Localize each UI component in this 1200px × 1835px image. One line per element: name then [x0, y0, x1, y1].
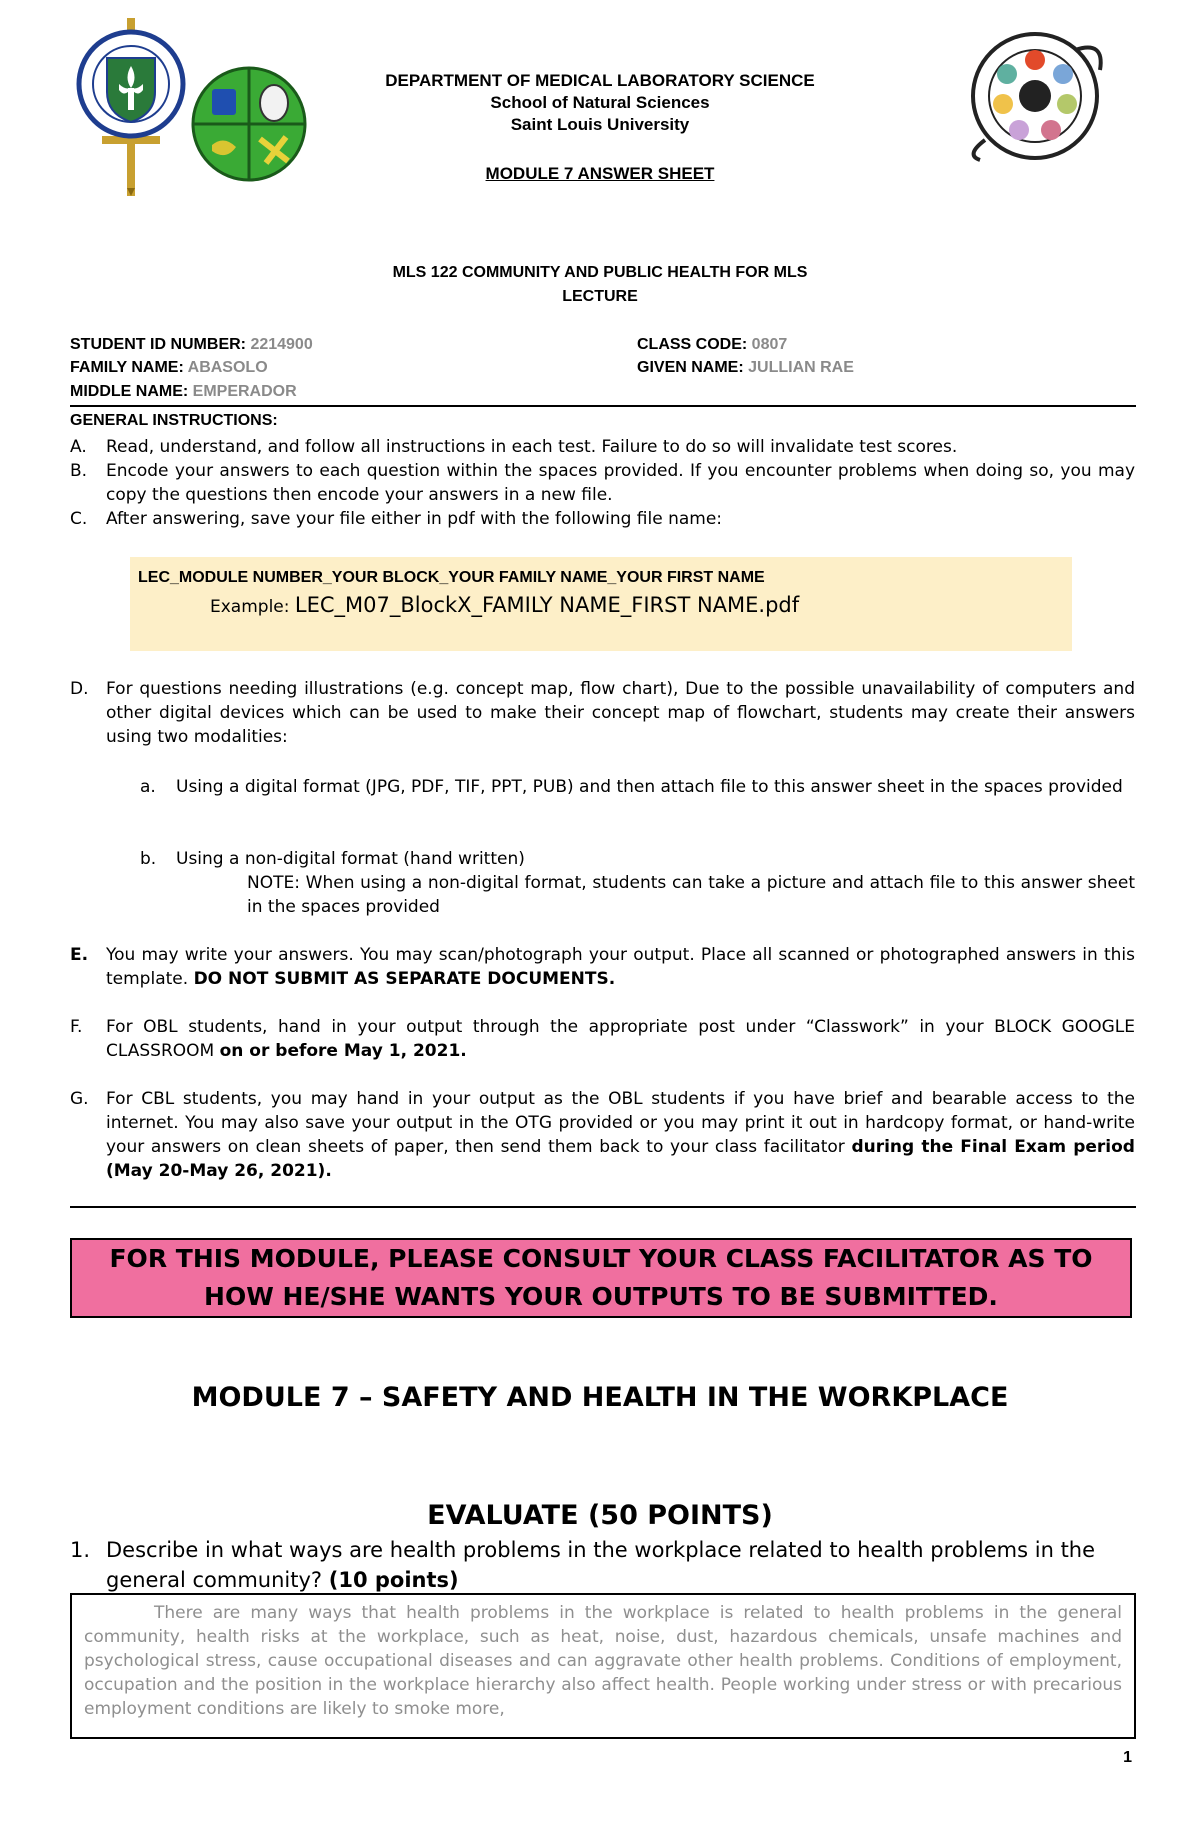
divider-bottom [70, 1206, 1136, 1208]
notice-line-2: HOW HE/SHE WANTS YOUR OUTPUTS TO BE SUBMITTED. [204, 1282, 998, 1311]
evaluate-title: EVALUATE (50 POINTS) [427, 1500, 773, 1531]
given-name-value: JULLIAN RAE [748, 359, 854, 376]
filename-example-value: LEC_M07_BlockX_FAMILY NAME_FIRST NAME.pdf [294, 593, 800, 617]
divider-top [70, 405, 1136, 407]
university-name: Saint Louis University [510, 115, 690, 134]
notice-line-1: FOR THIS MODULE, PLEASE CONSULT YOUR CLASS FACILITATOR AS TO [109, 1244, 1093, 1273]
submission-notice [70, 1238, 1132, 1318]
class-code-field [637, 333, 787, 357]
course-line-2: LECTURE [562, 288, 638, 305]
instruction-d-b: b. Using a non-digital format (hand written) [140, 849, 525, 869]
filename-example-label: Example: [210, 597, 295, 617]
answer-sheet-title: MODULE 7 ANSWER SHEET [485, 164, 715, 183]
middle-name-field [70, 380, 297, 404]
instructions-heading: GENERAL INSTRUCTIONS: [70, 412, 278, 429]
mls-society-logo [955, 30, 1115, 165]
page-number: 1 [1123, 1749, 1132, 1766]
family-name-value: ABASOLO [187, 359, 268, 376]
given-name-field [637, 356, 854, 380]
question-1-points: (10 points) [328, 1568, 459, 1592]
instruction-f: F. For OBL students, hand in your output through the appropriate post under “Classwork” in your BLOCK GOOGLE CLASSROOM on or before May 1, 2021. [70, 1017, 1135, 1061]
instruction-a: A. Read, understand, and follow all instructions in each test. Failure to do so will invalidate test scores. [70, 437, 958, 457]
instruction-e: E. You may write your answers. You may scan/photograph your output. Place all scanned or photographed answers in this template. DO NOT SUBMIT AS SEPARATE DOCUMENTS. [70, 945, 1135, 989]
course-title [200, 261, 1000, 309]
question-1-number: 1. [70, 1538, 91, 1562]
question-1 [70, 1535, 1130, 1595]
course-line-1: MLS 122 COMMUNITY AND PUBLIC HEALTH FOR MLS [392, 264, 808, 281]
question-1-text: Describe in what ways are health problems in the workplace related to health problems in the general community? [106, 1538, 1096, 1592]
student-id-field [70, 333, 313, 357]
department-name: DEPARTMENT OF MEDICAL LABORATORY SCIENCE [385, 71, 815, 90]
class-code-label: CLASS CODE: [637, 336, 752, 353]
instructions-list-abc [70, 435, 1135, 531]
family-name-label: FAMILY NAME: [70, 359, 188, 376]
instruction-c: C. After answering, save your file either in pdf with the following file name: [70, 509, 723, 529]
mls-department-logo [190, 65, 308, 183]
instruction-b: B. Encode your answers to each question within the spaces provided. If you encounter problems when doing so, you may copy the questions then encode your answers in a new file. [70, 461, 1135, 505]
given-name-label: GIVEN NAME: [637, 359, 749, 376]
family-name-field [70, 356, 268, 380]
answer-1-box[interactable] [70, 1593, 1136, 1739]
middle-name-label: MIDDLE NAME: [70, 383, 193, 400]
middle-name-value: EMPERADOR [192, 383, 297, 400]
instruction-d: D. For questions needing illustrations (e.g. concept map, flow chart), Due to the possible unavailability of computers and other digital devices which can be used to make their concept map of flowchart, students may create their answers using two modalities: [70, 679, 1135, 747]
answer-1-text: There are many ways that health problems in the workplace is related to health problems in the general community, health risks at the workplace, such as heat, noise, dust, hazardous chemicals, unsafe machines and psychological stress, cause occupational diseases and can aggravate other health problems. Conditions of employment, occupation and the position in the workplace hierarchy also affect health. People working under stress or with precarious employment conditions are likely to smoke more, [84, 1603, 1122, 1719]
class-code-value: 0807 [751, 336, 788, 353]
filename-example [210, 593, 799, 617]
module-title: MODULE 7 – SAFETY AND HEALTH IN THE WORKPLACE [191, 1382, 1009, 1413]
filename-format: LEC_MODULE NUMBER_YOUR BLOCK_YOUR FAMILY NAME_YOUR FIRST NAME [138, 569, 765, 586]
student-id-value: 2214900 [250, 336, 313, 353]
filename-callout [130, 557, 1072, 651]
student-id-label: STUDENT ID NUMBER: [70, 336, 251, 353]
instruction-g: G. For CBL students, you may hand in your output as the OBL students if you have brief and bearable access to the internet. You may also save your output in the OTG provided or you may print it out in hardcopy format, or hand-write your answers on clean sheets of paper, then send them back to your class facilitator during the Final Exam period (May 20-May 26, 2021). [70, 1089, 1135, 1181]
slu-seal-logo [72, 18, 190, 196]
instruction-d-b-note: NOTE: When using a non-digital format, students can take a picture and attach file to this answer sheet in the spaces provided [247, 873, 1135, 917]
instruction-d-a: a. Using a digital format (JPG, PDF, TIF, PPT, PUB) and then attach file to this answer sheet in the spaces provided [140, 777, 1123, 797]
school-name: School of Natural Sciences [490, 93, 710, 112]
